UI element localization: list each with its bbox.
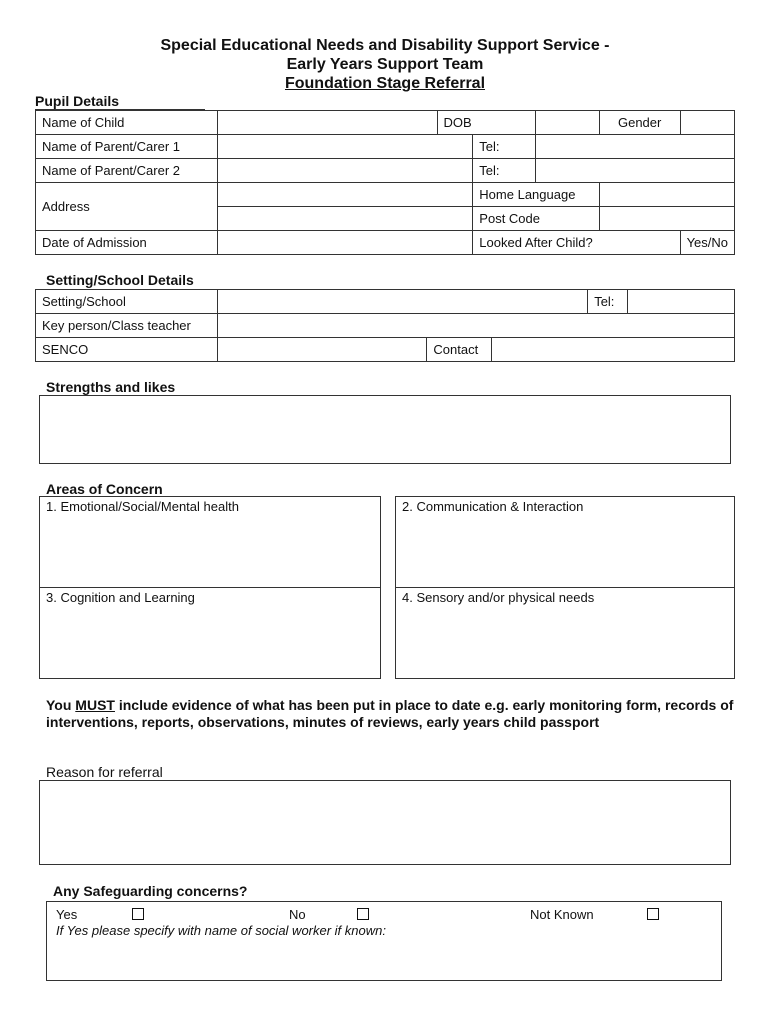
setting-tel-label: Tel: (588, 290, 628, 314)
safeguarding-no-label: No (289, 907, 306, 922)
post-code-field[interactable] (599, 207, 734, 231)
gender-label: Gender (599, 111, 680, 135)
evidence-note (46, 697, 736, 731)
parent1-label: Name of Parent/Carer 1 (36, 135, 218, 159)
setting-details-table (35, 289, 735, 362)
safeguarding-no-checkbox[interactable] (357, 908, 369, 920)
home-language-field[interactable] (599, 183, 734, 207)
areas-of-concern-heading: Areas of Concern (46, 481, 163, 497)
setting-school-label: Setting/School (36, 290, 218, 314)
parent2-tel-label: Tel: (473, 159, 535, 183)
concern-divider-left (40, 587, 380, 588)
looked-after-child-label: Looked After Child? (473, 231, 680, 255)
pupil-details-table (35, 110, 735, 255)
concern-communication-label: 2. Communication & Interaction (402, 499, 584, 514)
parent1-tel-field[interactable] (535, 135, 734, 159)
reason-for-referral-field[interactable] (39, 780, 731, 865)
senco-field[interactable] (217, 338, 427, 362)
contact-label: Contact (427, 338, 492, 362)
form-title-text: Foundation Stage Referral (284, 75, 486, 92)
safeguarding-yes-label: Yes (56, 907, 78, 922)
gender-field[interactable] (680, 111, 734, 135)
name-of-child-label: Name of Child (36, 111, 218, 135)
parent2-label: Name of Parent/Carer 2 (36, 159, 218, 183)
name-of-child-field[interactable] (218, 111, 437, 135)
address-label: Address (36, 183, 218, 231)
setting-details-heading: Setting/School Details (46, 272, 194, 288)
safeguarding-not-known-checkbox[interactable] (647, 908, 659, 920)
form-title-line2: Early Years Support Team (286, 56, 484, 73)
safeguarding-not-known-label: Not Known (530, 907, 594, 922)
strengths-field[interactable] (39, 395, 731, 464)
concern-left-column (39, 496, 381, 679)
safeguarding-box (46, 901, 722, 981)
concern-right-column (395, 496, 735, 679)
date-of-admission-label: Date of Admission (36, 231, 218, 255)
address-line1-field[interactable] (218, 183, 473, 207)
senco-label: SENCO (36, 338, 218, 362)
reason-for-referral-label: Reason for referral (46, 764, 163, 780)
dob-field[interactable] (535, 111, 599, 135)
form-title-line3 (0, 74, 770, 93)
setting-school-field[interactable] (217, 290, 587, 314)
setting-tel-field[interactable] (628, 290, 735, 314)
concern-divider-right (396, 587, 734, 588)
date-of-admission-field[interactable] (218, 231, 473, 255)
evidence-must: MUST (75, 697, 115, 713)
key-person-label: Key person/Class teacher (36, 314, 218, 338)
concern-emotional-label: 1. Emotional/Social/Mental health (46, 499, 239, 514)
strengths-heading: Strengths and likes (46, 379, 176, 395)
parent2-field[interactable] (218, 159, 473, 183)
contact-field[interactable] (492, 338, 735, 362)
parent2-tel-field[interactable] (535, 159, 734, 183)
concern-sensory-label: 4. Sensory and/or physical needs (402, 590, 595, 605)
safeguarding-yes-checkbox[interactable] (132, 908, 144, 920)
post-code-label: Post Code (473, 207, 600, 231)
safeguarding-specify-note: If Yes please specify with name of social worker if known: (56, 923, 386, 938)
looked-after-yes-no[interactable]: Yes/No (680, 231, 734, 255)
concern-cognition-label: 3. Cognition and Learning (46, 590, 195, 605)
home-language-label: Home Language (473, 183, 600, 207)
evidence-prefix: You (46, 697, 76, 713)
address-line2-field[interactable] (218, 207, 473, 231)
safeguarding-heading: Any Safeguarding concerns? (53, 883, 248, 899)
parent1-tel-label: Tel: (473, 135, 535, 159)
dob-label: DOB (437, 111, 535, 135)
form-title-line1: Special Educational Needs and Disability Support Service - (160, 37, 610, 54)
key-person-field[interactable] (217, 314, 734, 338)
parent1-field[interactable] (218, 135, 473, 159)
pupil-details-heading: Pupil Details (35, 93, 205, 110)
evidence-rest: include evidence of what has been put in place to date e.g. early monitoring form, records of interventions, reports, observations, minutes of reviews, early years child passport (46, 697, 734, 730)
